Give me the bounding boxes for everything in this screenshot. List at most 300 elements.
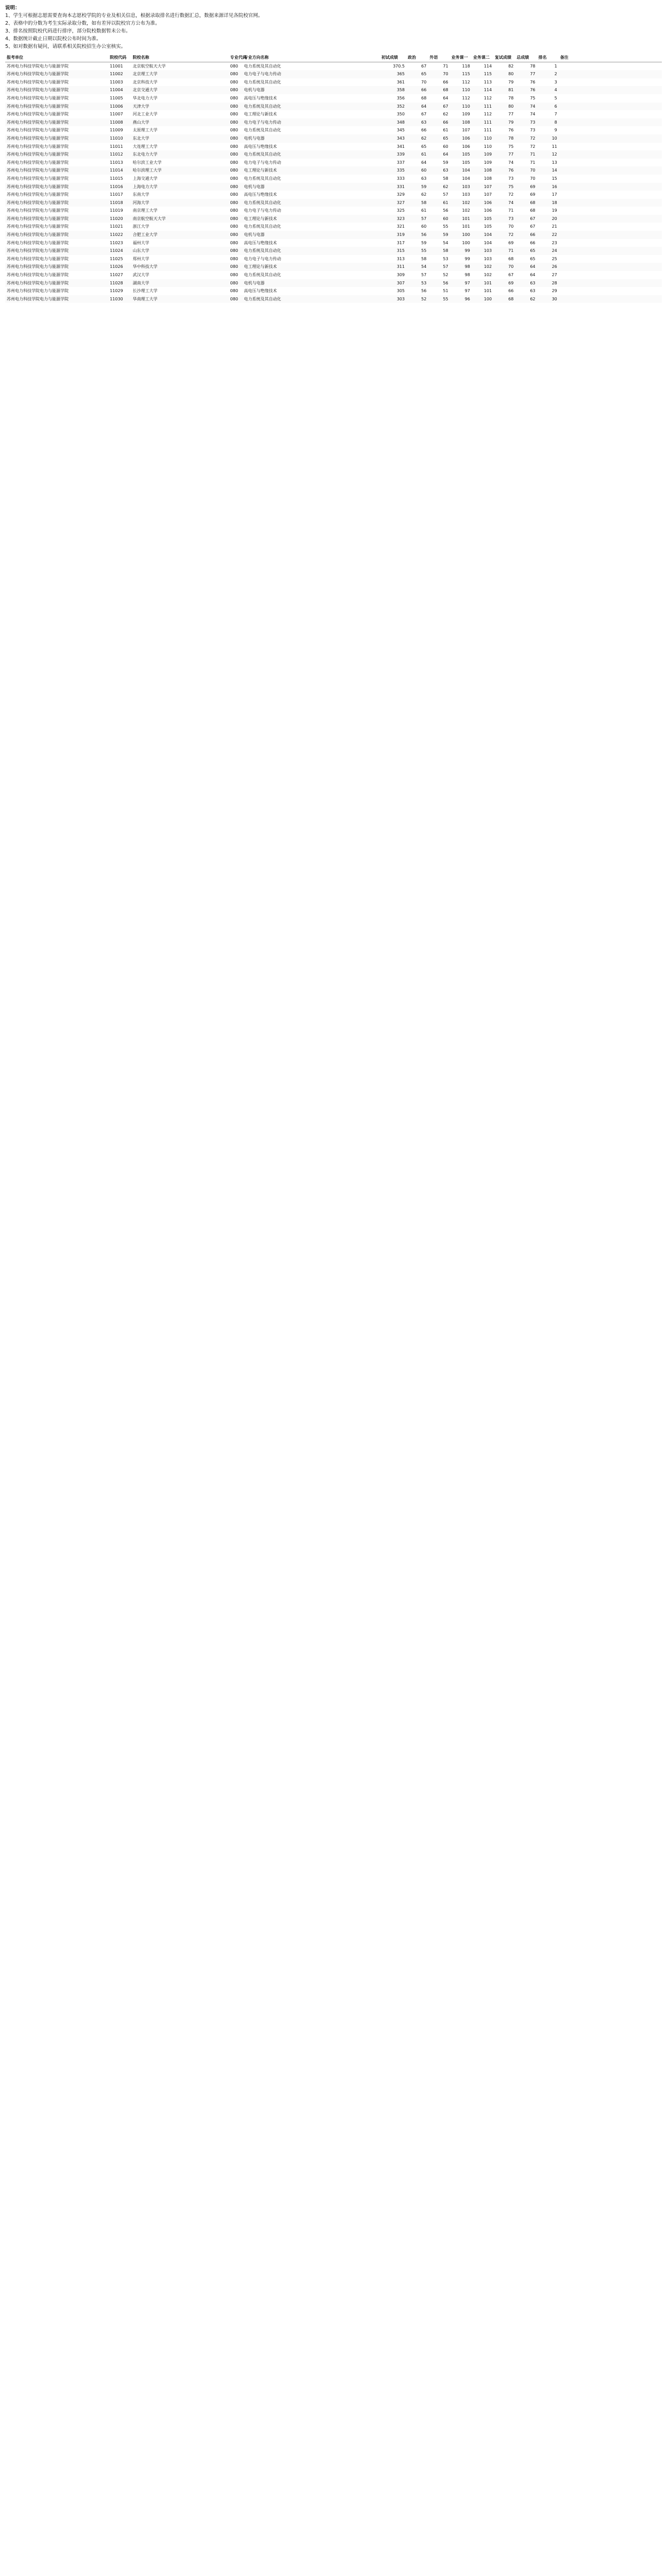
table-row (5, 231, 662, 239)
table-cell: 73 (493, 215, 515, 223)
table-cell: 电机与电器 (242, 134, 380, 143)
table-cell (559, 255, 662, 263)
table-cell: 321 (396, 224, 405, 229)
table-cell: 080 (230, 256, 238, 261)
table-cell: 河北工业大学 (132, 112, 158, 117)
table-row (5, 118, 662, 127)
table-cell: 68 (421, 95, 427, 100)
table-cell: 电工理论与新技术 (242, 166, 380, 175)
table-cell: 电工理论与新技术 (244, 112, 277, 117)
table-cell: 66 (530, 240, 536, 245)
table-cell: 苏州电力科技学院电力与能源学院 (5, 86, 108, 94)
table-cell: 电力系统及其自动化 (244, 273, 281, 278)
table-cell: 62 (421, 192, 427, 197)
table-cell: 11002 (108, 70, 131, 78)
table-cell (559, 223, 662, 231)
table-cell: 080 (229, 103, 243, 111)
table-cell: 58 (443, 176, 448, 181)
table-cell: 358 (380, 86, 406, 94)
table-cell: 348 (380, 118, 406, 127)
table-cell: 16 (537, 183, 559, 191)
table-cell: 11030 (108, 295, 131, 303)
table-cell: 56 (406, 231, 428, 239)
table-cell: 华北电力大学 (132, 95, 158, 100)
table-cell: 10 (537, 134, 559, 143)
table-cell: 64 (421, 160, 427, 165)
table-cell: 高电压与绝缘技术 (244, 192, 277, 197)
table-cell: 15 (552, 176, 557, 181)
table-row (5, 126, 662, 134)
table-cell: 1 (554, 63, 557, 69)
table-cell: 郑州大学 (132, 256, 149, 261)
table-cell (559, 207, 662, 215)
table-cell: 64 (428, 150, 449, 159)
table-cell: 64 (530, 273, 536, 278)
table-cell: 66 (428, 118, 449, 127)
note-line: 5、如对数据有疑问，请联系相关院校招生办公室核实。 (5, 44, 126, 49)
table-cell (559, 247, 662, 255)
table-cell: 60 (406, 166, 428, 175)
table-cell: 080 (229, 199, 243, 207)
table-cell: 70 (508, 224, 514, 229)
table-cell: 5 (554, 95, 557, 100)
table-cell: 3 (554, 79, 557, 84)
table-cell: 350 (396, 112, 405, 117)
table-cell: 67 (421, 112, 427, 117)
table-cell: 燕山大学 (131, 118, 229, 127)
table-cell: 51 (443, 289, 448, 294)
table-cell: 北京理工大学 (131, 70, 229, 78)
table-cell (559, 159, 662, 167)
table-cell: 82 (508, 63, 514, 69)
table-cell: 11004 (108, 86, 131, 94)
table-cell: 100 (472, 295, 493, 303)
table-cell: 115 (450, 70, 472, 78)
table-cell: 电力系统及其自动化 (242, 199, 380, 207)
table-cell: 080 (229, 279, 243, 287)
table-cell: 70 (493, 263, 515, 271)
table-cell: 11020 (108, 215, 131, 223)
table-cell: 苏州电力科技学院电力与能源学院 (7, 63, 69, 69)
table-cell: 72 (530, 144, 536, 149)
table-cell: 106 (472, 199, 493, 207)
table-cell: 75 (530, 95, 536, 100)
table-cell: 电力电子与电力传动 (242, 70, 380, 78)
table-cell: 11019 (110, 208, 123, 213)
table-cell: 73 (515, 118, 537, 127)
table-cell: 11023 (110, 240, 123, 245)
table-cell: 66 (515, 231, 537, 239)
table-cell: 60 (443, 144, 448, 149)
table-cell: 108 (472, 166, 493, 175)
table-cell: 303 (380, 295, 406, 303)
table-cell: 大连理工大学 (132, 144, 158, 149)
table-cell: 合肥工业大学 (131, 231, 229, 239)
table-cell: 68 (515, 199, 537, 207)
table-cell: 山东大学 (131, 247, 229, 255)
note-line: 4、数据统计截止日期以院校公布时间为准。 (5, 36, 102, 42)
table-cell (559, 62, 662, 70)
table-row (5, 199, 662, 207)
table-cell: 110 (450, 103, 472, 111)
table-cell: 327 (380, 199, 406, 207)
table-cell: 67 (508, 273, 514, 278)
table-cell: 104 (472, 231, 493, 239)
table-cell: 080 (230, 273, 238, 278)
table-cell: 110 (472, 134, 493, 143)
table-cell: 福州大学 (132, 240, 149, 245)
table-cell: 77 (508, 112, 514, 117)
table-row (5, 86, 662, 94)
table-cell: 19 (552, 208, 557, 213)
table-cell: 60 (421, 224, 427, 229)
table-cell: 11015 (110, 176, 123, 181)
table-cell: 26 (537, 263, 559, 271)
table-cell: 103 (472, 247, 493, 255)
table-cell: 305 (396, 289, 405, 294)
table-row (5, 78, 662, 87)
table-cell: 4 (537, 86, 559, 94)
table-cell: 104 (450, 166, 472, 175)
table-row (5, 207, 662, 215)
table-cell: 66 (421, 128, 427, 133)
table-cell: 109 (472, 150, 493, 159)
table-cell: 63 (421, 176, 427, 181)
table-cell: 101 (450, 215, 472, 223)
table-cell: 69 (493, 279, 515, 287)
table-cell: 11003 (110, 79, 123, 84)
table-cell: 70 (515, 166, 537, 175)
table-cell: 74 (530, 112, 536, 117)
table-cell: 11029 (110, 289, 123, 294)
table-cell: 武汉大学 (132, 273, 149, 278)
table-cell: 55 (443, 224, 448, 229)
table-cell: 62 (428, 183, 449, 191)
table-cell: 080 (230, 112, 238, 117)
table-cell: 080 (229, 150, 243, 159)
table-cell: 65 (428, 134, 449, 143)
table-row (5, 295, 662, 303)
table-cell: 电机与电器 (242, 279, 380, 287)
table-cell: 17 (552, 192, 557, 197)
table-cell: 56 (428, 279, 449, 287)
table-cell: 苏州电力科技学院电力与能源学院 (7, 128, 69, 133)
table-cell: 64 (406, 103, 428, 111)
table-cell: 339 (380, 150, 406, 159)
table-cell: 57 (421, 273, 427, 278)
table-cell: 东南大学 (132, 192, 149, 197)
column-header: 排名 (537, 54, 559, 62)
table-cell: 103 (450, 183, 472, 191)
table-cell: 102 (472, 263, 493, 271)
table-cell: 71 (515, 150, 537, 159)
table-cell (559, 191, 662, 199)
table-cell: 65 (406, 70, 428, 78)
table-cell: 电力电子与电力传动 (244, 208, 281, 213)
table-cell: 333 (396, 176, 405, 181)
table-cell: 高电压与绝缘技术 (244, 289, 277, 294)
table-cell (559, 183, 662, 191)
table-row (5, 70, 662, 78)
table-cell: 69 (515, 183, 537, 191)
table-cell (559, 263, 662, 271)
table-cell: 11021 (110, 224, 123, 229)
column-header: 复试成绩 (493, 54, 515, 62)
table-row (5, 255, 662, 263)
table-cell (559, 103, 662, 111)
table-row (5, 110, 662, 118)
table-cell: 106 (450, 134, 472, 143)
table-cell: 电工理论与新技术 (242, 263, 380, 271)
table-cell: 080 (229, 183, 243, 191)
table-cell (559, 134, 662, 143)
table-cell: 080 (229, 295, 243, 303)
table-cell: 080 (230, 128, 238, 133)
table-cell: 74 (508, 160, 514, 165)
table-cell: 323 (380, 215, 406, 223)
table-cell: 103 (462, 192, 470, 197)
table-cell: 电力系统及其自动化 (244, 176, 281, 181)
table-cell: 78 (508, 95, 514, 100)
table-cell: 30 (537, 295, 559, 303)
table-cell: 天津大学 (131, 103, 229, 111)
table-cell: 苏州电力科技学院电力与能源学院 (5, 231, 108, 239)
table-cell: 苏州电力科技学院电力与能源学院 (7, 95, 69, 100)
table-cell: 11009 (110, 128, 123, 133)
table-cell: 长沙理工大学 (132, 289, 158, 294)
table-cell: 080 (229, 215, 243, 223)
table-cell: 79 (493, 118, 515, 127)
table-cell: 11016 (108, 183, 131, 191)
table-cell (559, 279, 662, 287)
table-cell: 100 (462, 240, 470, 245)
table-cell: 98 (464, 273, 470, 278)
table-cell: 22 (537, 231, 559, 239)
table-row (5, 143, 662, 151)
column-header: 初试成绩 (380, 54, 406, 62)
table-cell: 20 (537, 215, 559, 223)
table-row (5, 94, 662, 103)
table-cell: 25 (552, 256, 557, 261)
table-cell: 105 (462, 160, 470, 165)
table-cell: 325 (396, 208, 405, 213)
table-cell: 97 (450, 279, 472, 287)
table-cell: 79 (508, 79, 514, 84)
table-cell (559, 143, 662, 151)
table-cell: 71 (530, 160, 536, 165)
table-cell: 341 (396, 144, 405, 149)
table-cell: 9 (554, 128, 557, 133)
table-cell: 111 (472, 118, 493, 127)
table-cell: 11018 (108, 199, 131, 207)
table-cell (559, 175, 662, 183)
table-cell: 080 (229, 166, 243, 175)
table-row (5, 183, 662, 191)
table-cell: 74 (515, 103, 537, 111)
table-cell: 11010 (108, 134, 131, 143)
column-header: 备注 (559, 54, 662, 62)
table-cell: 69 (508, 240, 514, 245)
table-cell: 11013 (110, 160, 123, 165)
table-cell: 苏州电力科技学院电力与能源学院 (5, 215, 108, 223)
table-row (5, 263, 662, 271)
table-cell: 080 (229, 86, 243, 94)
table-cell: 109 (462, 112, 470, 117)
table-cell: 65 (515, 247, 537, 255)
table-cell: 72 (515, 134, 537, 143)
table-cell: 苏州电力科技学院电力与能源学院 (7, 256, 69, 261)
table-cell: 106 (483, 208, 492, 213)
table-cell: 112 (483, 95, 492, 100)
table-cell: 苏州电力科技学院电力与能源学院 (5, 199, 108, 207)
table-cell: 59 (428, 231, 449, 239)
table-cell: 电力系统及其自动化 (244, 224, 281, 229)
table-cell: 319 (380, 231, 406, 239)
table-cell: 高电压与绝缘技术 (244, 95, 277, 100)
table-row (5, 159, 662, 167)
table-cell: 102 (462, 208, 470, 213)
note-line: 3、排名按照院校代码进行排序，部分院校数据暂未公布。 (5, 28, 131, 34)
table-cell: 11 (552, 144, 557, 149)
table-cell (559, 126, 662, 134)
table-cell: 苏州电力科技学院电力与能源学院 (7, 144, 69, 149)
table-cell: 104 (483, 240, 492, 245)
table-cell: 电力系统及其自动化 (242, 295, 380, 303)
table-body (5, 62, 662, 303)
column-header: 院校代码 (108, 54, 131, 62)
table-cell: 11028 (108, 279, 131, 287)
table-cell: 电机与电器 (242, 231, 380, 239)
table-cell (559, 110, 662, 118)
table-cell: 电力系统及其自动化 (244, 63, 281, 69)
table-cell: 78 (530, 63, 536, 69)
column-header: 外语 (428, 54, 449, 62)
table-row (5, 287, 662, 295)
table-cell: 080 (229, 134, 243, 143)
note-line: 1、学生可根据志愿需要查询本志愿校学院的专业及相关信息，根据录取排名进行数据汇总，数据来源详见各院校官网。 (5, 13, 263, 19)
table-cell: 电力系统及其自动化 (242, 247, 380, 255)
table-cell: 高电压与绝缘技术 (244, 240, 277, 245)
table-cell: 66 (443, 79, 448, 84)
table-cell: 6 (537, 103, 559, 111)
table-row (5, 271, 662, 279)
table-cell: 21 (552, 224, 557, 229)
table-cell: 电力系统及其自动化 (244, 79, 281, 84)
table-cell: 080 (230, 63, 238, 69)
table-cell: 11001 (110, 63, 123, 69)
table-cell: 上海电力大学 (131, 183, 229, 191)
table-cell: 080 (230, 160, 238, 165)
table-cell: 115 (472, 70, 493, 78)
table-cell: 28 (537, 279, 559, 287)
table-cell: 27 (552, 273, 557, 278)
table-cell: 309 (396, 273, 405, 278)
table-cell: 67 (530, 224, 536, 229)
table-cell (559, 118, 662, 127)
table-cell: 329 (396, 192, 405, 197)
table-row (5, 223, 662, 231)
table-cell (559, 239, 662, 247)
table-cell: 103 (483, 256, 492, 261)
table-cell (559, 150, 662, 159)
table-cell: 59 (406, 183, 428, 191)
table-cell: 080 (229, 231, 243, 239)
table-cell: 电力电子与电力传动 (244, 160, 281, 165)
table-cell: 76 (508, 128, 514, 133)
table-cell: 343 (380, 134, 406, 143)
table-cell: 98 (450, 263, 472, 271)
table-cell: 11026 (108, 263, 131, 271)
column-header: 报考单位 (5, 54, 108, 62)
table-cell: 苏州电力科技学院电力与能源学院 (5, 295, 108, 303)
table-row (5, 175, 662, 183)
table-cell: 080 (230, 192, 238, 197)
table-cell (559, 86, 662, 94)
table-cell: 66 (508, 289, 514, 294)
table-cell: 北京交通大学 (131, 86, 229, 94)
table-cell: 哈尔滨理工大学 (131, 166, 229, 175)
table-cell: 华南理工大学 (131, 295, 229, 303)
table-row (5, 150, 662, 159)
table-cell: 080 (230, 79, 238, 84)
table-cell: 电机与电器 (242, 183, 380, 191)
table-row (5, 62, 662, 70)
table-cell: 114 (483, 63, 492, 69)
table-cell: 080 (229, 263, 243, 271)
table-cell: 苏州电力科技学院电力与能源学院 (5, 70, 108, 78)
table-cell: 北京航空航天大学 (132, 63, 166, 69)
table-cell: 58 (428, 247, 449, 255)
table-cell: 高电压与绝缘技术 (244, 144, 277, 149)
table-cell: 57 (443, 192, 448, 197)
table-cell: 70 (428, 70, 449, 78)
table-cell: 29 (552, 289, 557, 294)
table-cell: 苏州电力科技学院电力与能源学院 (5, 134, 108, 143)
table-cell: 苏州电力科技学院电力与能源学院 (7, 112, 69, 117)
table-cell: 96 (450, 295, 472, 303)
table-cell: 11012 (108, 150, 131, 159)
table-header-row (5, 54, 662, 62)
table-cell: 65 (530, 256, 536, 261)
column-header: 业务课二 (472, 54, 493, 62)
table-cell: 112 (462, 79, 470, 84)
table-cell: 60 (428, 215, 449, 223)
column-header: 专业方向名称 (242, 54, 380, 62)
table-cell: 107 (472, 183, 493, 191)
table-cell: 24 (537, 247, 559, 255)
table-row (5, 191, 662, 199)
table-cell: 73 (508, 176, 514, 181)
table-cell: 7 (554, 112, 557, 117)
table-row (5, 103, 662, 111)
table-cell: 11011 (110, 144, 123, 149)
table-cell: 54 (406, 263, 428, 271)
table-row (5, 279, 662, 287)
table-cell: 352 (380, 103, 406, 111)
table-cell: 370.5 (393, 63, 405, 69)
table-cell (559, 94, 662, 103)
table-cell: 080 (230, 144, 238, 149)
table-cell: 苏州电力科技学院电力与能源学院 (5, 279, 108, 287)
table-cell: 76 (530, 79, 536, 84)
table-cell: 苏州电力科技学院电力与能源学院 (7, 289, 69, 294)
table-cell: 77 (493, 150, 515, 159)
table-cell: 80 (493, 70, 515, 78)
table-cell (559, 166, 662, 175)
table-cell: 99 (450, 247, 472, 255)
table-cell: 11025 (110, 256, 123, 261)
table-cell: 苏州电力科技学院电力与能源学院 (7, 79, 69, 84)
